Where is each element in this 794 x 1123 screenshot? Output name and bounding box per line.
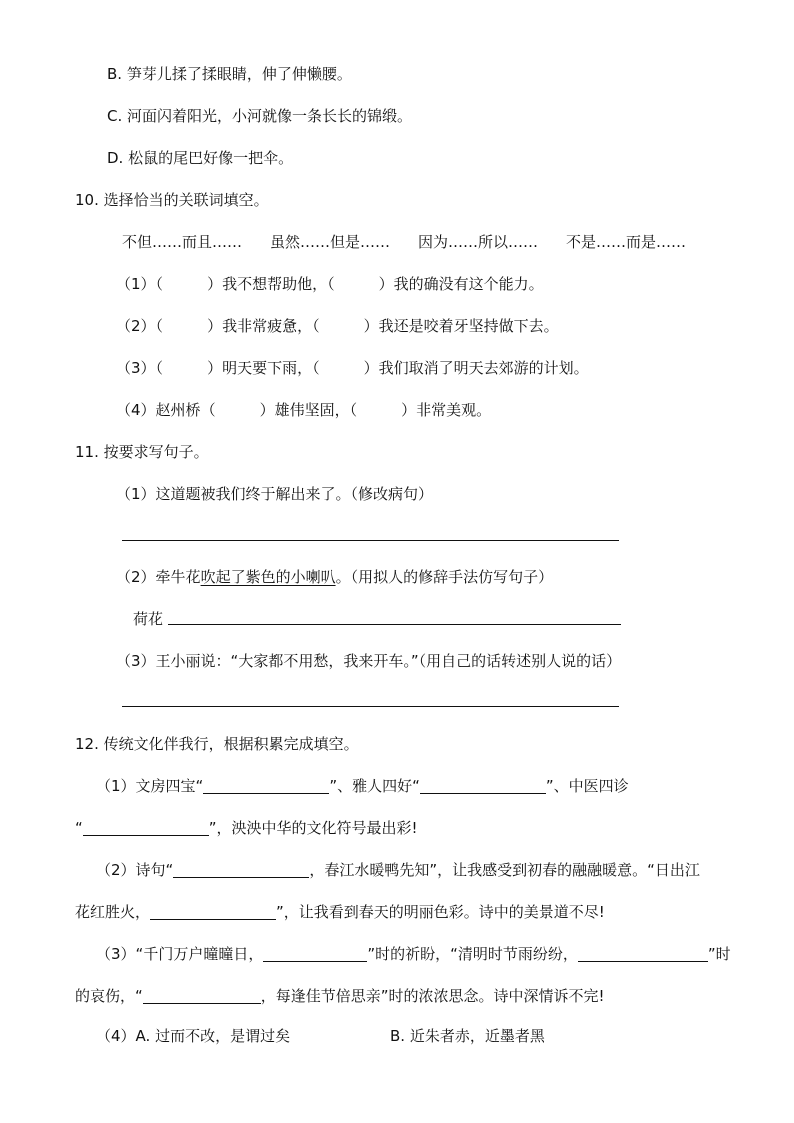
blank-wenfang[interactable] <box>203 777 329 794</box>
conjunction-word-bank <box>122 232 686 252</box>
q12-part-1-line-1: （1）文房四宝“ ”、雅人四好“ ”、中医四诊 <box>96 777 629 795</box>
word-2: 虽然……但是…… <box>270 233 391 251</box>
question-10-title: 10. 选择恰当的关联词填空。 <box>75 191 269 209</box>
q12-part-1-line-2: “ ”，泱泱中华的文化符号最出彩! <box>75 819 418 837</box>
blank-poem-2[interactable] <box>150 903 276 920</box>
blank-yaren[interactable] <box>420 777 546 794</box>
option-c: C. 河面闪着阳光，小河就像一条长长的锦缎。 <box>107 107 413 125</box>
q12-part-3-line-2: 的哀伤，“ ，每逢佳节倍思亲”时的浓浓思念。诗中深情诉不完! <box>75 987 605 1005</box>
option-b: B. 笋芽儿揉了揉眼睛，伸了伸懒腰。 <box>107 65 352 83</box>
option-d: D. 松鼠的尾巴好像一把伞。 <box>107 149 294 167</box>
q10-item-3: （3）（ ）明天要下雨，（ ）我们取消了明天去郊游的计划。 <box>116 359 589 377</box>
word-3: 因为……所以…… <box>418 233 539 251</box>
blank-poem-5[interactable] <box>143 987 261 1004</box>
blank-poem-3[interactable] <box>263 945 367 962</box>
blank-poem-4[interactable] <box>578 945 708 962</box>
answer-line-1[interactable] <box>122 540 619 541</box>
q10-item-4: （4）赵州桥（ ）雄伟坚固，（ ）非常美观。 <box>116 401 492 419</box>
q11-sentence-3: （3）王小丽说：“大家都不用愁，我来开车。”（用自己的话转述别人说的话） <box>116 652 622 670</box>
blank-zhongyi[interactable] <box>83 819 209 836</box>
q10-item-2: （2）（ ）我非常疲惫，（ ）我还是咬着牙坚持做下去。 <box>116 317 559 335</box>
q11-sentence-2: （2）牵牛花吹起了紫色的小喇叭。（用拟人的修辞手法仿写句子） <box>116 568 554 586</box>
word-1: 不但……而且…… <box>122 233 243 251</box>
blank-poem-1[interactable] <box>173 861 309 878</box>
q11-sentence-1: （1）这道题被我们终于解出来了。（修改病句） <box>116 485 434 503</box>
q12-part-3-line-1: （3）“千门万户曈曈日， ”时的祈盼，“清明时节雨纷纷， ”时 <box>96 945 731 963</box>
question-11-title: 11. 按要求写句子。 <box>75 443 209 461</box>
answer-line-2[interactable] <box>168 624 621 625</box>
answer-line-3[interactable] <box>122 706 619 707</box>
underlined-phrase: 吹起了紫色的小喇叭 <box>200 568 336 586</box>
q12-part-4-option-b: B. 近朱者赤，近墨者黑 <box>390 1027 545 1045</box>
question-12-title: 12. 传统文化伴我行，根据积累完成填空。 <box>75 735 359 753</box>
q11-lead-word: 荷花 <box>133 610 164 628</box>
word-4: 不是……而是…… <box>566 233 687 251</box>
q12-part-2-line-1: （2）诗句“ ，春江水暖鸭先知”，让我感受到初春的融融暖意。“日出江 <box>96 861 700 879</box>
q12-part-2-line-2: 花红胜火， ”，让我看到春天的明丽色彩。诗中的美景道不尽! <box>75 903 605 921</box>
q10-item-1: （1）（ ）我不想帮助他，（ ）我的确没有这个能力。 <box>116 275 544 293</box>
q12-part-4: （4）A. 过而不改，是谓过矣 <box>96 1027 291 1045</box>
